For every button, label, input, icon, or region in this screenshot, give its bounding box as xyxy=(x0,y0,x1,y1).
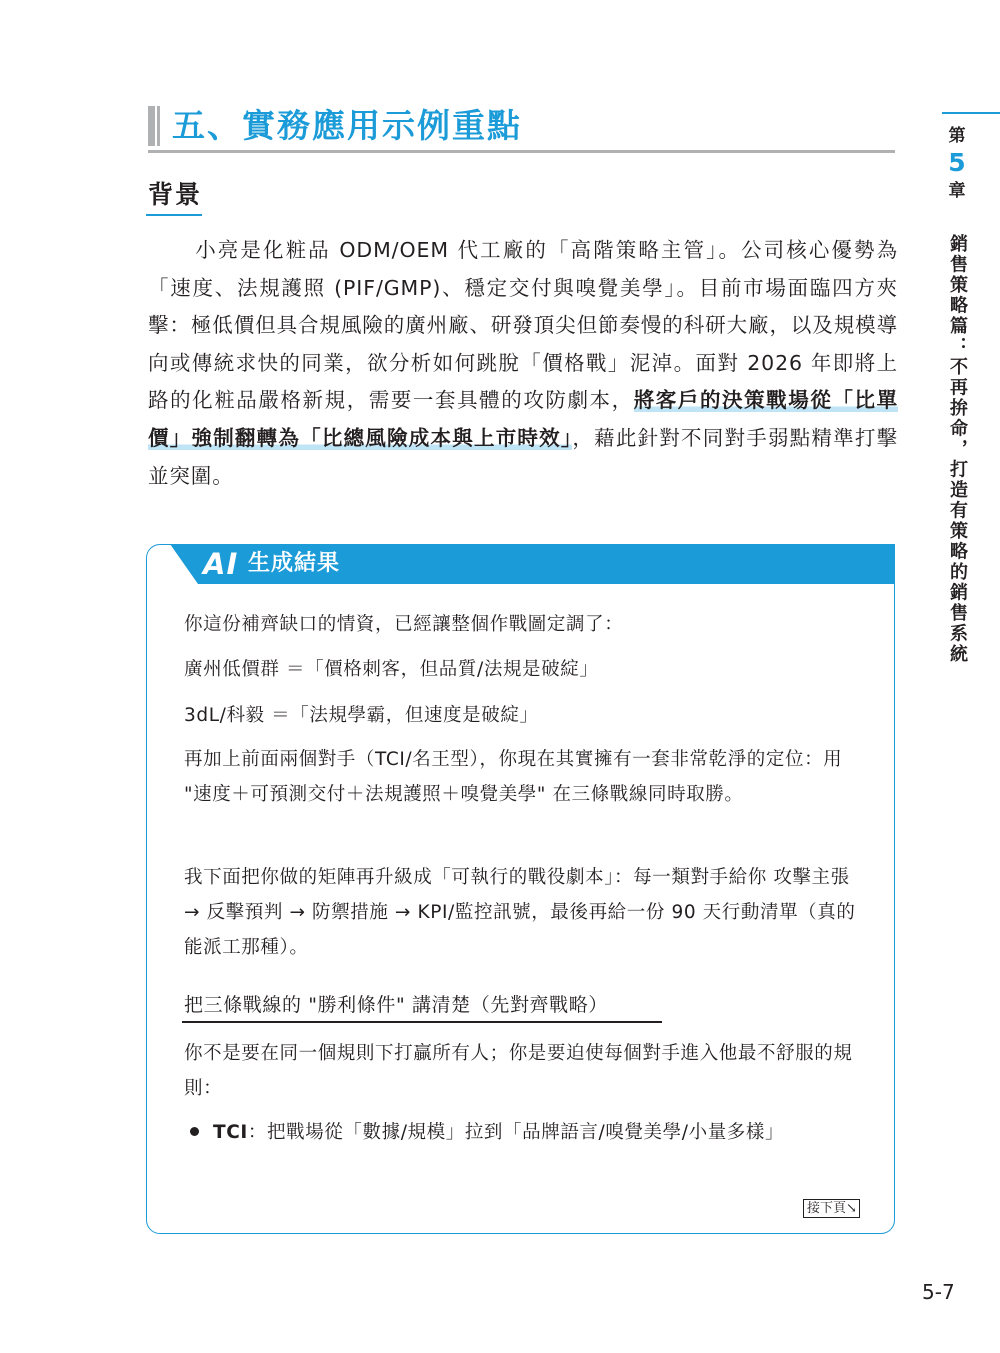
bullet-text: ：把戰場從「數據/規模」拉到「品牌語言/嗅覺美學/小量多樣」 xyxy=(247,1122,785,1143)
bullet-icon xyxy=(190,1127,199,1136)
section-title-block xyxy=(148,100,895,156)
chapter-title-vertical: 銷售策略篇：不再拚命，打造有策略的銷售系統 xyxy=(947,234,968,665)
chapter-indicator xyxy=(944,124,970,204)
next-page-marker: 接下頁↘ xyxy=(803,1199,860,1218)
list-item xyxy=(190,1117,784,1149)
chapter-tab-line xyxy=(942,112,1000,114)
ai-para-positioning: 再加上前面兩個對手（TCI/名王型），你現在其實擁有一套非常乾淨的定位：用 "速度＋可預測交付＋法規護照＋嗅覺美學" 在三條戰線同時取勝。 xyxy=(184,749,843,805)
ai-para-rules: 你不是要在同一個規則下打贏所有人；你是要迫使每個對手進入他最不舒服的規則： xyxy=(184,1043,853,1099)
background-paragraph xyxy=(148,232,898,495)
bullet-term: TCI xyxy=(213,1122,248,1143)
chapter-prefix: 第 xyxy=(948,126,966,146)
background-heading: 背景 xyxy=(148,180,203,209)
title-marker-bars xyxy=(148,106,162,146)
section-title: 五、實務應用示例重點 xyxy=(172,106,522,145)
strategy-heading-underline xyxy=(182,1021,662,1023)
chapter-suffix: 章 xyxy=(948,181,966,201)
ai-result-label: 生成結果 xyxy=(248,551,341,576)
page-number: 5-7 xyxy=(922,1280,955,1304)
title-divider xyxy=(148,150,895,153)
strategy-heading: 把三條戰線的 "勝利條件" 講清楚（先對齊戰略） xyxy=(184,994,608,1016)
ai-line-guangzhou: 廣州低價群 ＝「價格刺客，但品質/法規是破綻」 xyxy=(184,659,599,680)
background-text-after: ，藉此針對不同對手弱點精準打擊並突圍。 xyxy=(148,425,899,488)
chapter-number: 5 xyxy=(948,148,966,177)
background-text-before: 小亮是化粧品 ODM/OEM 代工廠的「高階策略主管」。公司核心優勢為「速度、法規護照 (PIF/GMP)、穩定交付與嗅覺美學」。目前市場面臨四方夾擊：極低價但具合規風險的廣州廠、研發頂尖但節奏慢的科研大廠，以及規模導向或傳統求快的同業，欲分析如何跳脫「價格戰」泥淖。面對 2026 年即將上路的化粧品嚴格新規，需要一套具體的攻防劇本， xyxy=(148,238,898,413)
background-heading-underline xyxy=(146,214,202,216)
ai-line-keyi: 3dL/科毅 ＝「法規學霸，但速度是破綻」 xyxy=(184,705,539,726)
background-emphasis: 將客戶的決策戰場從「比單價」強制翻轉為「比總風險成本與上市時效」 xyxy=(148,388,898,450)
ai-badge: AI xyxy=(203,547,239,581)
ai-para-playbook: 我下面把你做的矩陣再升級成「可執行的戰役劇本」：每一類對手給你 攻擊主張 → 反擊預判 → 防禦措施 → KPI/監控訊號，最後再給一份 90 天行動清單（真的能派工那種）。 xyxy=(184,867,856,958)
ai-line-intro: 你這份補齊缺口的情資，已經讓整個作戰圖定調了： xyxy=(184,614,624,635)
